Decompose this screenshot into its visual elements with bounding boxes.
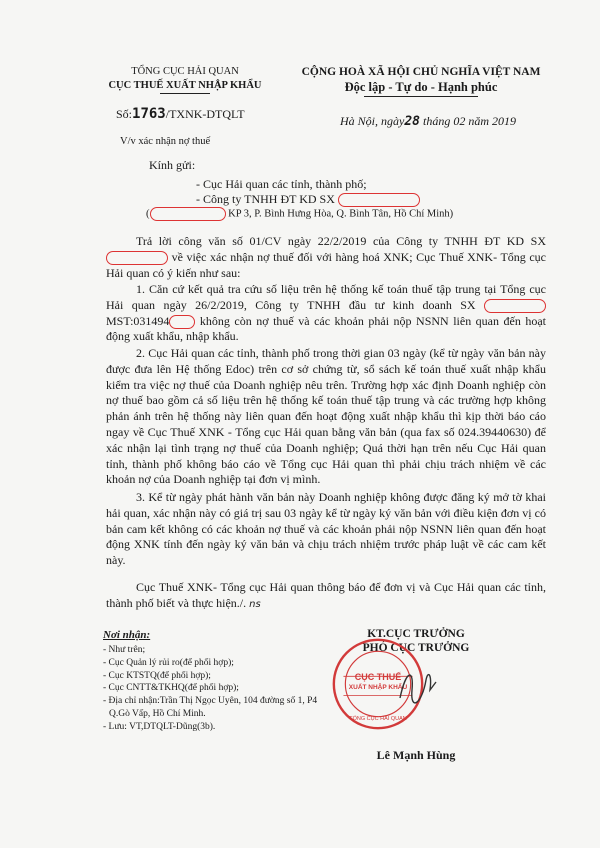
number-suffix: /TXNK-DTQLT	[165, 107, 245, 121]
p3-text: 3. Kể từ ngày phát hành văn bản này Doanh nghiệp không được đăng ký mở tờ khai hải quan, xác nhận này có giá trị sau 03 ngày kể từ ngày ký văn bản với điều kiện đơn vị có bản cam kết không có các khoản nợ thuế và các khoản phải nộp NSNN liên quan đến hoạt động XNK tính đến ngày ký văn bản và chịu trách nhiệm trước pháp luật về các cam kết này.	[106, 490, 546, 568]
recipients-list	[103, 644, 317, 734]
stamp-text-2: XUẤT NHẬP KHẨU	[348, 684, 408, 691]
stamp-text-1: CỤC THUẾ	[354, 672, 402, 682]
intro-paragraph	[106, 234, 546, 281]
number-handwritten: 1763	[132, 106, 166, 122]
national-title: CỘNG HOÀ XÃ HỘI CHỦ NGHĨA VIỆT NAM	[301, 66, 541, 78]
list-item: - Cục Quản lý rủi ro(để phối hợp);	[103, 657, 234, 668]
paragraph-2	[106, 346, 546, 488]
address-open-paren: (	[146, 208, 150, 220]
list-item: - Cục CNTT&TKHQ(để phối hợp);	[103, 683, 239, 694]
redaction-mark	[484, 299, 546, 313]
paragraph-3	[106, 490, 546, 569]
date-day: 28	[404, 114, 420, 129]
document-number	[116, 106, 245, 122]
redaction-mark	[106, 251, 168, 265]
subject-line: V/v xác nhận nợ thuế	[120, 136, 211, 147]
redaction-mark	[169, 315, 195, 329]
recipient-company	[196, 192, 420, 207]
p2-text: 2. Cục Hải quan các tỉnh, thành phố trong thời gian 03 ngày (kể từ ngày văn bản này được đưa lên Hệ thống Edoc) trên cơ sở chứng từ, sổ sách kế toán thuế xuất nhập khẩu kiểm tra việc nợ thuế của Doanh nghiệp nêu trên. Trường hợp xác định Doanh nghiệp còn nợ thuế bao gồm cả số liệu trên hệ thống kế toán thuế tập trung và các trường hợp không phản ánh trên hệ thống này liên quan đến hoạt động xuất nhập khẩu thì kịp thời báo cáo ngay về Cục Thuế XNK - Tổng cục Hải quan bằng văn bản (qua fax số 024.39440630) để xác nhận lại tình trạng nợ thuế của Doanh nghiệp; Quá thời hạn trên nếu Cục Hải quan tỉnh, thành phố không báo cáo về Tổng cục Hải quan thì phải chịu trách nhiệm về các khoản nợ của Doanh nghiệp tại đơn vị mình.	[106, 346, 546, 487]
signer-name: Lê Mạnh Hùng	[376, 748, 456, 762]
date-prefix: Hà Nội, ngày	[340, 114, 405, 128]
recipient-company-name: - Công ty TNHH ĐT KD SX	[196, 192, 335, 206]
list-item: - Lưu: VT,DTQLT-Dũng(3b).	[103, 721, 216, 732]
handwritten-initials: ns	[249, 598, 261, 610]
number-prefix: Số:	[116, 107, 133, 121]
p1-text-a: 1. Căn cứ kết quả tra cứu số liệu trên hệ thống kế toán thuế tập trung tại Tổng cục Hải quan ngày 26/2/2019, Công ty TNHH đầu tư kinh doanh SX	[106, 282, 546, 312]
list-item: - Như trên;	[103, 645, 146, 655]
motto-underline	[364, 96, 478, 97]
p1-tax-code: MST:031494	[106, 313, 170, 328]
recipient-address	[146, 207, 453, 221]
greeting: Kính gửi:	[149, 158, 196, 172]
address-text: KP 3, P. Bình Hưng Hòa, Q. Bình Tân, Hồ Chí Minh)	[228, 208, 454, 220]
intro-text-b: về việc xác nhận nợ thuế đối với hàng hoá XNK; Cục Thuế XNK- Tổng cục Hải quan có ý kiến như sau:	[106, 249, 547, 280]
redaction-mark	[338, 193, 420, 207]
stamp-ring-text: TỔNG CỤC HẢI QUAN	[349, 716, 407, 722]
redaction-mark	[150, 207, 226, 221]
national-motto: Độc lập - Tự do - Hạnh phúc	[344, 80, 498, 94]
paragraph-1	[106, 282, 546, 345]
recipients-list-title: Nơi nhận:	[103, 629, 151, 641]
agency-underline	[160, 93, 210, 94]
p1-text-c: không còn nợ thuế và các khoản phải nộp NSNN liên quan đến hoạt động xuất khẩu, nhập khẩu.	[106, 313, 546, 344]
signature-title-2: PHÓ CỤC TRƯỞNG	[362, 642, 470, 654]
issue-date	[340, 114, 516, 129]
recipient-customs: - Cục Hải quan các tỉnh, thành phố;	[196, 177, 367, 191]
intro-text-a: Trả lời công văn số 01/CV ngày 22/2/2019 của Công ty TNHH ĐT KD SX	[136, 234, 546, 248]
closing-paragraph	[106, 580, 546, 613]
list-item: - Địa chỉ nhận:Trần Thị Ngọc Uyên, 104 đường số 1, P4	[103, 696, 318, 707]
date-suffix: tháng 02 năm 2019	[423, 114, 516, 128]
closing-text: Cục Thuế XNK- Tổng cục Hải quan thông báo để đơn vị và Cục Hải quan các tỉnh, thành phố biết và thực hiện./.	[106, 580, 546, 610]
list-item: Q.Gò Vấp, Hồ Chí Minh.	[109, 708, 206, 719]
list-item: - Cục KTSTQ(để phối hợp);	[103, 670, 211, 681]
agency-parent: TỔNG CỤC HẢI QUAN	[131, 66, 239, 77]
agency-name: CỤC THUẾ XUẤT NHẬP KHẨU	[108, 80, 262, 91]
handwritten-signature	[392, 660, 442, 710]
signature-title-1: KT.CỤC TRƯỞNG	[367, 628, 465, 640]
